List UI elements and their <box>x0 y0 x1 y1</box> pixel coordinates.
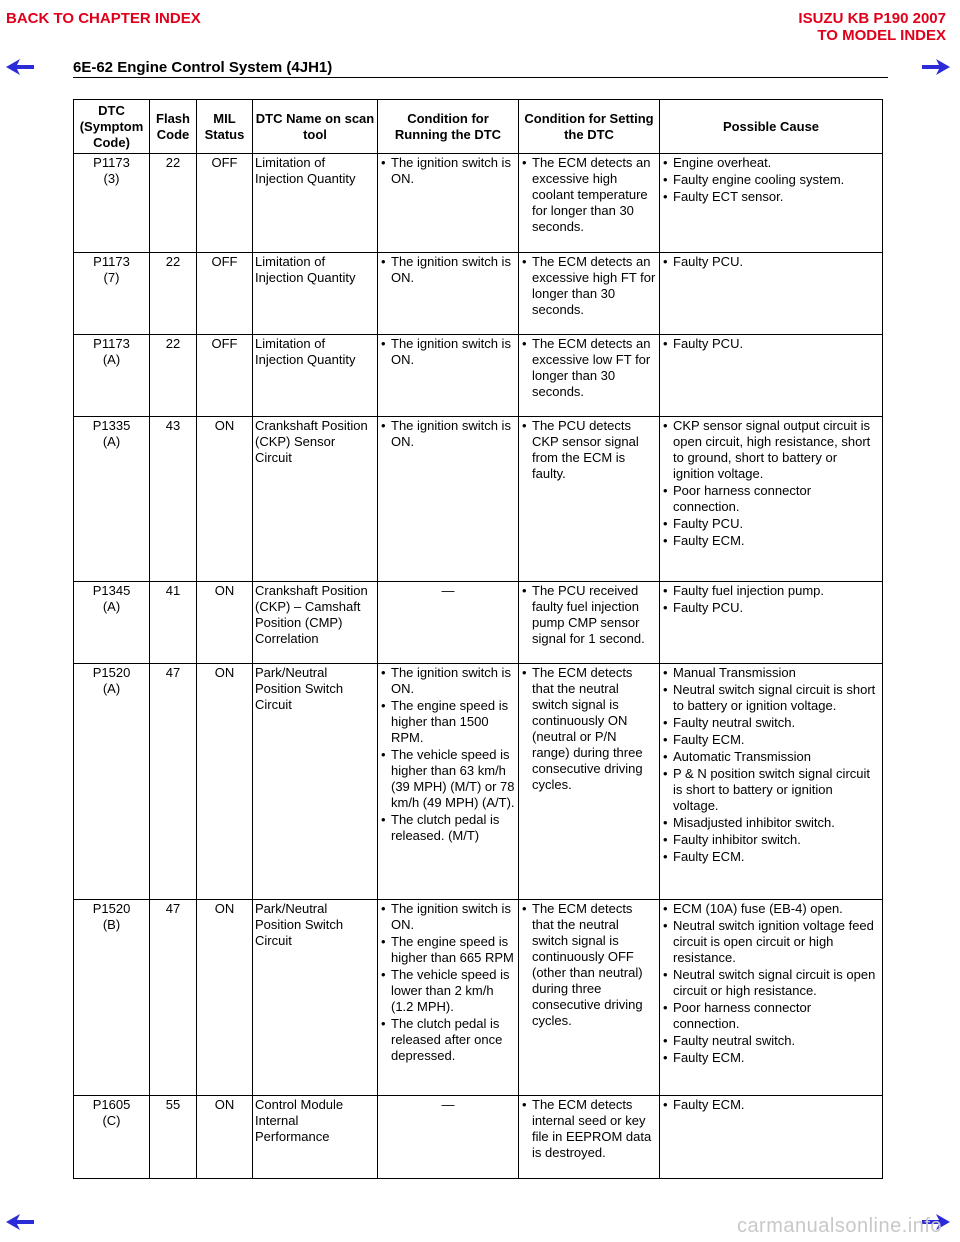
condition-running-cell <box>378 253 519 335</box>
next-page-arrow-icon[interactable] <box>922 57 950 77</box>
condition-setting-cell-list <box>521 901 657 1029</box>
possible-cause-item: • Faulty ECM. <box>662 849 880 865</box>
possible-cause-item: • Faulty engine cooling system. <box>662 172 880 188</box>
possible-cause-item: • Poor harness connector connection. <box>662 483 880 515</box>
dtc-name: Park/Neutral Position Switch Circuit <box>253 900 378 1096</box>
condition-setting-item: • The PCU received faulty fuel injection pump CMP sensor signal for 1 second. <box>521 583 657 647</box>
possible-cause-item: • Automatic Transmission <box>662 749 880 765</box>
dtc-cell <box>74 417 150 582</box>
dtc-name: Crankshaft Position (CKP) Sensor Circuit <box>253 417 378 582</box>
table-row <box>74 253 883 335</box>
condition-running-cell <box>378 154 519 253</box>
condition-running-item: • The engine speed is higher than 665 RPM <box>380 934 516 966</box>
dtc-code: P1345 <box>92 583 131 598</box>
condition-running-item: • The ignition switch is ON. <box>380 254 516 286</box>
possible-cause-cell-list <box>662 155 880 205</box>
header-flash-code: Flash Code <box>150 100 197 154</box>
to-model-index-link[interactable]: TO MODEL INDEX <box>817 27 946 44</box>
symptom-code: (A) <box>102 434 121 449</box>
header-possible-cause: Possible Cause <box>660 100 883 154</box>
header-condition-running: Condition for Running the DTC <box>378 100 519 154</box>
possible-cause-item: • Manual Transmission <box>662 665 880 681</box>
header-condition-setting: Condition for Setting the DTC <box>519 100 660 154</box>
condition-setting-item: • The ECM detects an excessive low FT for longer than 30 seconds. <box>521 336 657 400</box>
table-row <box>74 417 883 582</box>
possible-cause-item: • Faulty ECM. <box>662 732 880 748</box>
condition-setting-cell-list <box>521 155 657 235</box>
model-title <box>798 10 946 44</box>
possible-cause-cell <box>660 582 883 664</box>
mil-status: ON <box>197 664 253 900</box>
condition-running-dash: — <box>378 1096 519 1179</box>
possible-cause-item: • Neutral switch signal circuit is open circuit or high resistance. <box>662 967 880 999</box>
dtc-name: Limitation of Injection Quantity <box>253 154 378 253</box>
possible-cause-cell-list <box>662 1097 880 1113</box>
dtc-cell <box>74 664 150 900</box>
condition-running-item: • The engine speed is higher than 1500 RPM. <box>380 698 516 746</box>
condition-running-item: • The ignition switch is ON. <box>380 901 516 933</box>
condition-running-item: • The clutch pedal is released after once depressed. <box>380 1016 516 1064</box>
condition-setting-cell-list <box>521 1097 657 1161</box>
condition-setting-cell <box>519 900 660 1096</box>
possible-cause-cell <box>660 417 883 582</box>
possible-cause-item: • Faulty ECM. <box>662 1050 880 1066</box>
symptom-code: (A) <box>102 352 121 367</box>
condition-running-item: • The clutch pedal is released. (M/T) <box>380 812 516 844</box>
possible-cause-cell <box>660 335 883 417</box>
possible-cause-item: • Faulty inhibitor switch. <box>662 832 880 848</box>
condition-running-cell-list <box>380 254 516 286</box>
dtc-code: P1520 <box>92 901 131 916</box>
watermark: carmanualsonline.info <box>736 1215 942 1237</box>
flash-code: 41 <box>150 582 197 664</box>
dtc-table <box>73 99 883 1179</box>
possible-cause-cell <box>660 900 883 1096</box>
possible-cause-cell-list <box>662 336 880 352</box>
possible-cause-cell-list <box>662 418 880 549</box>
condition-running-item: • The vehicle speed is higher than 63 km/h (39 MPH) (M/T) or 78 km/h (49 MPH) (A/T). <box>380 747 516 811</box>
condition-setting-cell-list <box>521 336 657 400</box>
page-title: 6E-62 Engine Control System (4JH1) <box>73 59 333 76</box>
possible-cause-item: • CKP sensor signal output circuit is open circuit, high resistance, short to ground, short to battery or ignition voltage. <box>662 418 880 482</box>
condition-running-cell <box>378 664 519 900</box>
flash-code: 55 <box>150 1096 197 1179</box>
possible-cause-item: • ECM (10A) fuse (EB-4) open. <box>662 901 880 917</box>
flash-code: 47 <box>150 900 197 1096</box>
condition-setting-cell <box>519 335 660 417</box>
possible-cause-item: • Faulty PCU. <box>662 254 880 270</box>
possible-cause-cell-list <box>662 901 880 1066</box>
possible-cause-item: • Misadjusted inhibitor switch. <box>662 815 880 831</box>
mil-status: ON <box>197 1096 253 1179</box>
table-row <box>74 582 883 664</box>
condition-setting-item: • The ECM detects an excessive high coolant temperature for longer than 30 seconds. <box>521 155 657 235</box>
possible-cause-item: • Faulty PCU. <box>662 516 880 532</box>
dtc-code: P1173 <box>93 254 130 269</box>
table-row <box>74 664 883 900</box>
dtc-code: P1173 <box>93 336 130 351</box>
dtc-cell <box>74 582 150 664</box>
flash-code: 43 <box>150 417 197 582</box>
mil-status: OFF <box>197 154 253 253</box>
condition-setting-cell-list <box>521 254 657 318</box>
possible-cause-cell <box>660 154 883 253</box>
condition-setting-cell-list <box>521 583 657 647</box>
possible-cause-cell <box>660 1096 883 1179</box>
heading-divider <box>73 77 888 78</box>
dtc-cell <box>74 253 150 335</box>
dtc-cell <box>74 335 150 417</box>
mil-status: ON <box>197 417 253 582</box>
condition-running-cell-list <box>380 665 516 844</box>
possible-cause-cell-list <box>662 665 880 865</box>
dtc-name: Control Module Internal Performance <box>253 1096 378 1179</box>
possible-cause-item: • Faulty neutral switch. <box>662 1033 880 1049</box>
possible-cause-item: • Faulty neutral switch. <box>662 715 880 731</box>
condition-running-cell-list <box>380 336 516 368</box>
condition-setting-cell-list <box>521 418 657 482</box>
condition-running-item: • The ignition switch is ON. <box>380 336 516 368</box>
condition-setting-cell <box>519 253 660 335</box>
dtc-code: P1520 <box>92 665 131 680</box>
condition-setting-cell <box>519 417 660 582</box>
condition-setting-cell <box>519 664 660 900</box>
mil-status: ON <box>197 900 253 1096</box>
possible-cause-item: • Faulty PCU. <box>662 600 880 616</box>
possible-cause-item: • Faulty ECT sensor. <box>662 189 880 205</box>
table-header-row <box>74 100 883 154</box>
dtc-code: P1173 <box>93 155 130 170</box>
model-title-text: ISUZU KB P190 2007 <box>798 10 946 27</box>
dtc-name: Limitation of Injection Quantity <box>253 253 378 335</box>
condition-running-item: • The ignition switch is ON. <box>380 155 516 187</box>
flash-code: 22 <box>150 253 197 335</box>
dtc-code: P1335 <box>92 418 131 433</box>
condition-running-item: • The ignition switch is ON. <box>380 665 516 697</box>
symptom-code: (A) <box>102 681 121 696</box>
table-row <box>74 1096 883 1179</box>
possible-cause-cell <box>660 253 883 335</box>
condition-setting-item: • The ECM detects internal seed or key file in EEPROM data is destroyed. <box>521 1097 657 1161</box>
dtc-cell <box>74 154 150 253</box>
mil-status: ON <box>197 582 253 664</box>
header-dtc-name: DTC Name on scan tool <box>253 100 378 154</box>
condition-running-cell <box>378 417 519 582</box>
possible-cause-item: • Faulty PCU. <box>662 336 880 352</box>
condition-running-cell-list <box>380 418 516 450</box>
condition-setting-item: • The ECM detects an excessive high FT for longer than 30 seconds. <box>521 254 657 318</box>
mil-status: OFF <box>197 335 253 417</box>
possible-cause-item: • Faulty fuel injection pump. <box>662 583 880 599</box>
condition-setting-cell <box>519 582 660 664</box>
symptom-code: (A) <box>102 599 121 614</box>
symptom-code: (B) <box>102 917 121 932</box>
condition-setting-cell <box>519 154 660 253</box>
condition-setting-item: • The PCU detects CKP sensor signal from the ECM is faulty. <box>521 418 657 482</box>
table-row <box>74 335 883 417</box>
condition-setting-item: • The ECM detects that the neutral switch signal is continuously ON (neutral or P/N range) during three consecutive driving cycles. <box>521 665 657 793</box>
table-row <box>74 154 883 253</box>
possible-cause-item: • Faulty ECM. <box>662 533 880 549</box>
back-to-chapter-index-link[interactable]: BACK TO CHAPTER INDEX <box>6 10 201 27</box>
table-row <box>74 900 883 1096</box>
condition-setting-cell <box>519 1096 660 1179</box>
possible-cause-cell-list <box>662 254 880 270</box>
possible-cause-item: • Neutral switch signal circuit is short to battery or ignition voltage. <box>662 682 880 714</box>
condition-setting-item: • The ECM detects that the neutral switch signal is continuously OFF (other than neutral) during three consecutive driving cycles. <box>521 901 657 1029</box>
possible-cause-cell <box>660 664 883 900</box>
header-dtc: DTC (Symptom Code) <box>74 100 150 154</box>
flash-code: 22 <box>150 335 197 417</box>
dtc-name: Park/Neutral Position Switch Circuit <box>253 664 378 900</box>
possible-cause-item: • Engine overheat. <box>662 155 880 171</box>
previous-page-arrow-icon[interactable] <box>6 57 34 77</box>
dtc-name: Crankshaft Position (CKP) – Camshaft Position (CMP) Correlation <box>253 582 378 664</box>
previous-page-arrow-icon-bottom[interactable] <box>6 1212 34 1232</box>
dtc-cell <box>74 900 150 1096</box>
condition-running-cell <box>378 335 519 417</box>
possible-cause-item: • Faulty ECM. <box>662 1097 880 1113</box>
symptom-code: (C) <box>102 1113 121 1128</box>
condition-running-item: • The ignition switch is ON. <box>380 418 516 450</box>
condition-running-cell-list <box>380 901 516 1064</box>
condition-running-item: • The vehicle speed is lower than 2 km/h (1.2 MPH). <box>380 967 516 1015</box>
condition-running-cell <box>378 900 519 1096</box>
header-mil-status: MIL Status <box>197 100 253 154</box>
flash-code: 22 <box>150 154 197 253</box>
possible-cause-item: • Poor harness connector connection. <box>662 1000 880 1032</box>
dtc-code: P1605 <box>92 1097 131 1112</box>
mil-status: OFF <box>197 253 253 335</box>
dtc-name: Limitation of Injection Quantity <box>253 335 378 417</box>
symptom-code: (3) <box>103 171 120 186</box>
possible-cause-item: • Neutral switch ignition voltage feed circuit is open circuit or high resistance. <box>662 918 880 966</box>
condition-running-dash: — <box>378 582 519 664</box>
possible-cause-item: • P & N position switch signal circuit is short to battery or ignition voltage. <box>662 766 880 814</box>
possible-cause-cell-list <box>662 583 880 616</box>
dtc-cell <box>74 1096 150 1179</box>
condition-running-cell-list <box>380 155 516 187</box>
flash-code: 47 <box>150 664 197 900</box>
condition-setting-cell-list <box>521 665 657 793</box>
symptom-code: (7) <box>103 270 120 285</box>
